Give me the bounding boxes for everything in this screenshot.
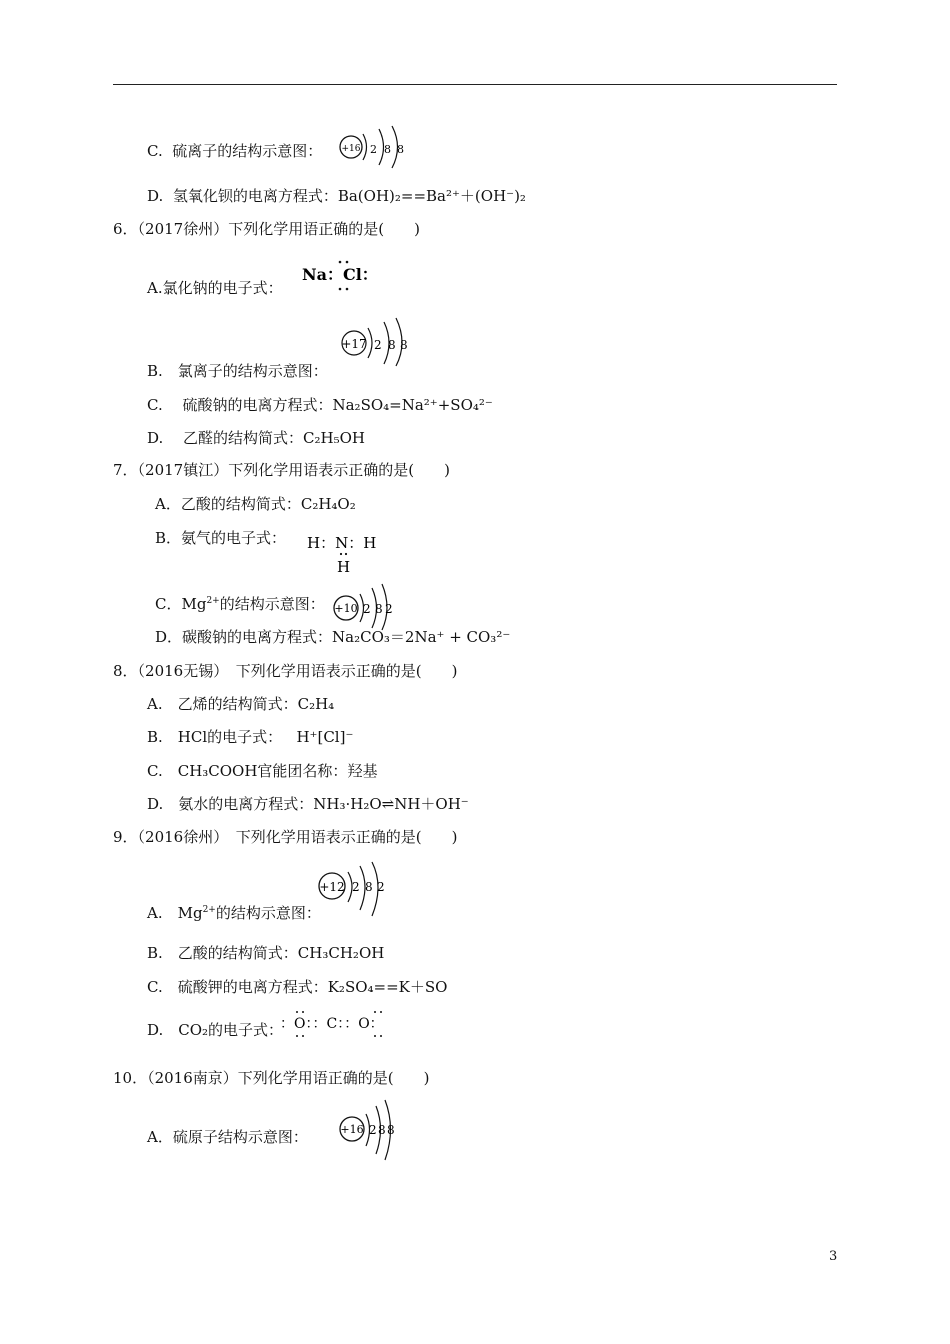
chloride-ion-diagram <box>340 316 420 370</box>
svg-text:Na：Cl：: Na：Cl： <box>302 265 378 284</box>
q8-option-c: C. CH₃COOH官能团名称：羟基 <box>147 762 378 780</box>
q7-option-d: D．碳酸钠的电离方程式：Na₂CO₃＝2Na⁺ + CO₃²⁻ <box>155 628 511 646</box>
svg-text:+10: +10 <box>334 602 358 615</box>
shell-2: 8 <box>384 143 391 156</box>
svg-text:：O：：C：：O：: ：O：：C：：O： <box>280 1016 384 1032</box>
q7-option-a: A．乙酸的结构简式：C₂H₄O₂ <box>155 495 356 513</box>
q8-option-a: A. 乙烯的结构简式：C₂H₄ <box>147 695 335 713</box>
ammonia-electron-formula <box>307 530 387 580</box>
svg-text:2: 2 <box>377 880 385 894</box>
page-number: 3 <box>829 1249 838 1264</box>
q9-option-d: D. CO₂的电子式： <box>147 1021 284 1039</box>
svg-text:+16: +16 <box>340 1123 364 1136</box>
svg-text:+17: +17 <box>341 337 367 351</box>
q6-stem: 6．（2017徐州）下列化学用语正确的是( ) <box>113 220 420 238</box>
q6-option-b: B. 氯离子的结构示意图： <box>147 362 328 380</box>
svg-text:8: 8 <box>387 1123 395 1137</box>
q9-stem: 9．（2016徐州） 下列化学用语表示正确的是( ) <box>113 828 458 846</box>
svg-text:2: 2 <box>369 1123 377 1137</box>
svg-text:8: 8 <box>378 1123 386 1137</box>
q9-option-b: B. 乙酸的结构简式：CH₃CH₂OH <box>147 944 385 962</box>
svg-text:8: 8 <box>365 880 373 894</box>
q10-option-a: A．硫原子结构示意图： <box>147 1128 308 1146</box>
svg-text:8: 8 <box>388 338 396 352</box>
sulfur-atom-diagram <box>338 1100 404 1166</box>
svg-text:2: 2 <box>363 602 371 616</box>
q7-option-c: C．$Mg^{2+}$的结构示意图： <box>155 595 325 613</box>
co2-electron-formula <box>280 1006 400 1046</box>
svg-text:2: 2 <box>352 880 360 894</box>
q9-option-c: C. 硫酸钾的电离方程式：K₂SO₄==K＋SO <box>147 978 448 996</box>
svg-text:2: 2 <box>385 602 393 616</box>
svg-text:H: H <box>337 558 351 576</box>
nacl-electron-formula <box>302 256 378 298</box>
q6-option-c: C. 硫酸钠的电离方程式：Na₂SO₄=Na²⁺+SO₄²⁻ <box>147 396 493 414</box>
svg-text:H：N：H: H：N：H <box>307 534 377 552</box>
mg-ion-diagram-q9 <box>316 862 396 922</box>
q8-stem: 8．（2016无锡） 下列化学用语表示正确的是( ) <box>113 662 458 680</box>
q8-option-b: B. HCl的电子式： H⁺[Cl]⁻ <box>147 728 354 746</box>
svg-text:8: 8 <box>375 602 383 616</box>
q8-option-d: D. 氨水的电离方程式：NH₃·H₂O⇌NH＋OH⁻ <box>147 795 469 813</box>
q6-option-d: D. 乙醛的结构简式：C₂H₅OH <box>147 429 365 447</box>
q6-option-a: A.氯化钠的电子式： <box>147 279 283 297</box>
q10-stem: 10．（2016南京）下列化学用语正确的是( ) <box>113 1069 430 1087</box>
q7-option-b: B．氨气的电子式： <box>155 529 287 547</box>
svg-text:8: 8 <box>400 338 408 352</box>
sulfide-ion-diagram <box>337 124 417 172</box>
q5-option-c: C. 硫离子的结构示意图： <box>147 142 323 160</box>
q5-option-d: D. 氢氧化钡的电离方程式：Ba(OH)₂==Ba²⁺＋(OH⁻)₂ <box>147 187 526 205</box>
q7-stem: 7．（2017镇江）下列化学用语表示正确的是( ) <box>113 461 450 479</box>
shell-1: 2 <box>370 143 377 156</box>
q9-option-a: A. $Mg^{2+}$的结构示意图： <box>147 904 321 922</box>
header-rule <box>113 84 837 85</box>
nucleus-label: +16 <box>341 144 361 154</box>
svg-text:+12: +12 <box>319 880 345 894</box>
svg-text:2: 2 <box>374 338 382 352</box>
shell-3: 8 <box>397 143 404 156</box>
